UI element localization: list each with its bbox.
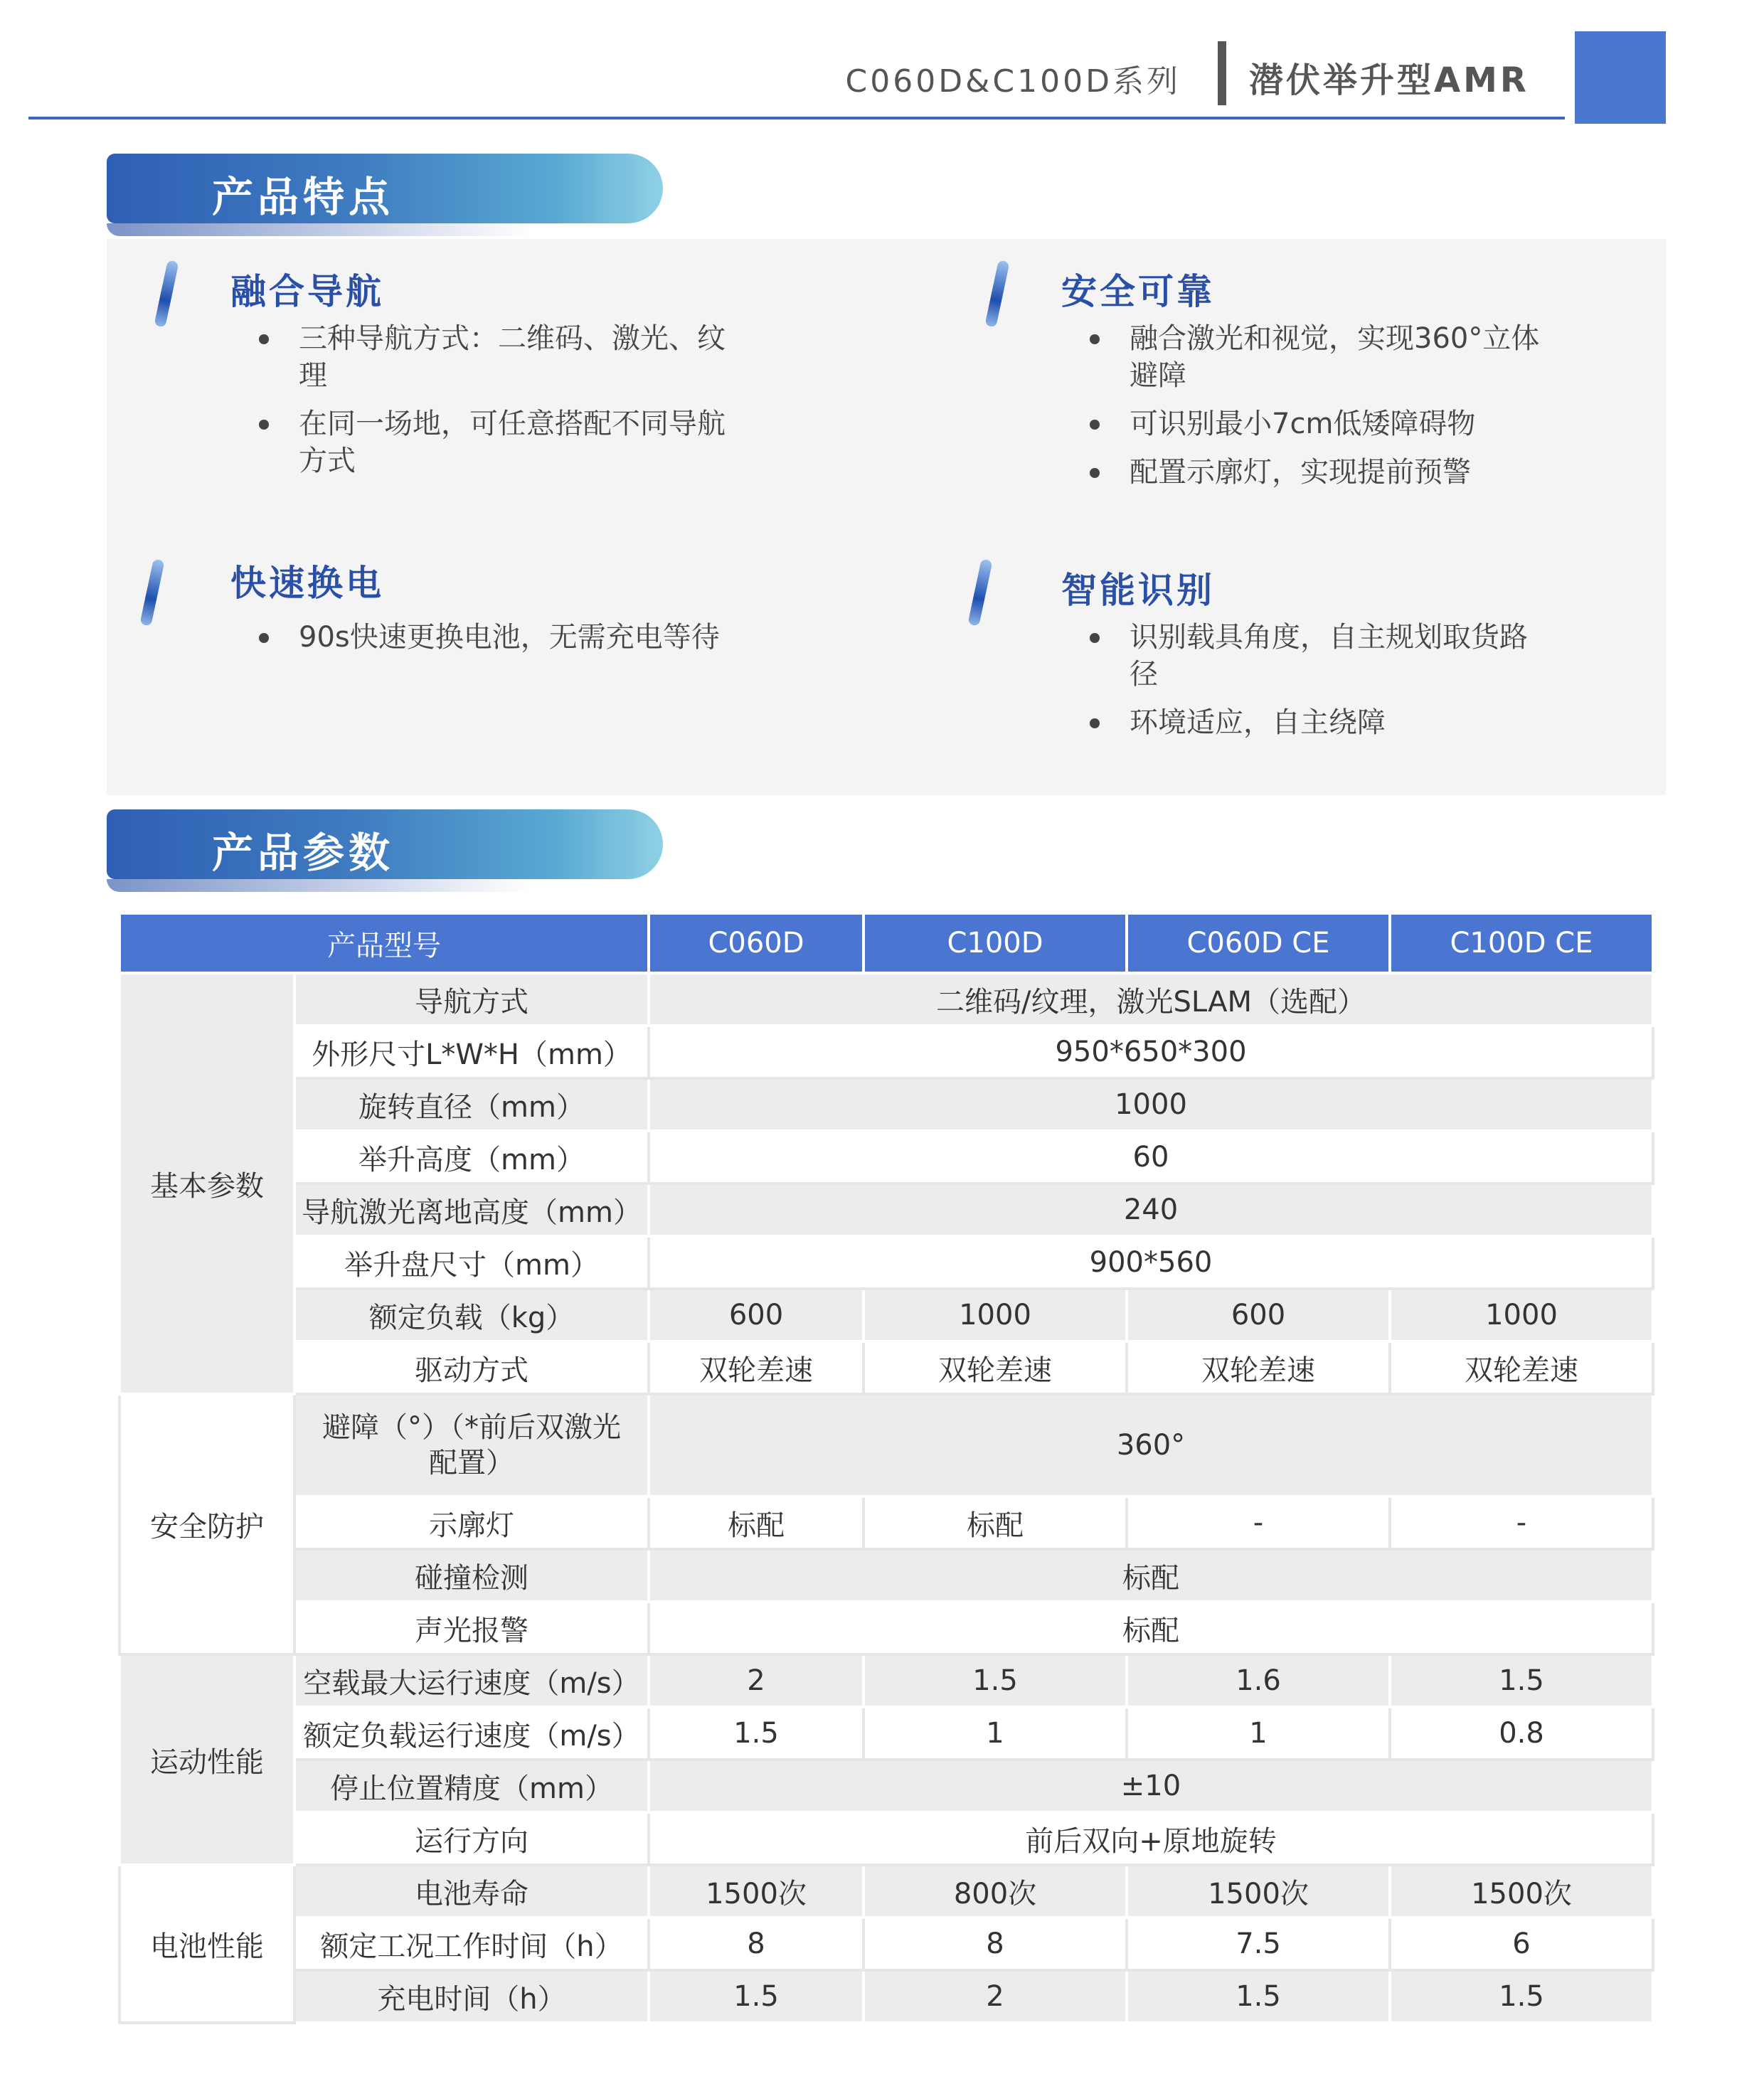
param-label: 空载最大运行速度（m/s） <box>294 1654 649 1707</box>
param-value: 1000 <box>864 1289 1127 1341</box>
param-value: 600 <box>649 1289 864 1341</box>
feature-bullet: 90s快速更换电池，无需充电等待 <box>259 619 828 656</box>
param-value: 0.8 <box>1390 1707 1653 1760</box>
feature-bullet: 环境适应，自主绕障 <box>1090 704 1545 741</box>
param-value: 二维码/纹理，激光SLAM（选配） <box>649 973 1653 1026</box>
param-label: 额定工况工作时间（h） <box>294 1918 649 1970</box>
header-divider <box>1218 41 1226 105</box>
param-value: 240 <box>649 1184 1653 1236</box>
feature-bullet-list <box>1090 619 1545 753</box>
param-label: 电池寿命 <box>294 1865 649 1918</box>
table-row <box>119 1184 1653 1236</box>
param-value: 6 <box>1390 1918 1653 1970</box>
param-value: 1.5 <box>1390 1654 1653 1707</box>
param-value: 双轮差速 <box>1127 1341 1390 1394</box>
feature-bullet: 融合激光和视觉，实现360°立体避障 <box>1090 320 1545 394</box>
feature-title: 智能识别 <box>1061 570 1215 611</box>
param-value: 双轮差速 <box>649 1341 864 1394</box>
param-value: 7.5 <box>1127 1918 1390 1970</box>
param-value: 1.5 <box>864 1654 1127 1707</box>
param-value: 双轮差速 <box>864 1341 1127 1394</box>
param-label: 声光报警 <box>294 1602 649 1654</box>
param-value: 1.5 <box>1127 1970 1390 2023</box>
param-label: 举升盘尺寸（mm） <box>294 1236 649 1289</box>
feature-bullet-list <box>259 619 828 667</box>
param-value: 600 <box>1127 1289 1390 1341</box>
param-label: 避障（°）（*前后双激光配置） <box>294 1394 649 1496</box>
param-value: 前后双向+原地旋转 <box>649 1812 1653 1865</box>
feature-bullet-list <box>1090 320 1545 502</box>
table-row <box>119 1394 1653 1496</box>
param-value: 800次 <box>864 1865 1127 1918</box>
param-value: 8 <box>864 1918 1127 1970</box>
param-value: 双轮差速 <box>1390 1341 1653 1394</box>
param-label: 碰撞检测 <box>294 1549 649 1602</box>
table-row <box>119 1918 1653 1970</box>
model-header-cell: C060D <box>649 913 864 973</box>
param-label: 额定负载（kg） <box>294 1289 649 1341</box>
feature-title: 融合导航 <box>230 271 384 312</box>
model-header-cell: C100D <box>864 913 1127 973</box>
param-label: 驱动方式 <box>294 1341 649 1394</box>
param-label: 充电时间（h） <box>294 1970 649 2023</box>
param-value: 标配 <box>864 1496 1127 1549</box>
params-banner <box>107 809 663 879</box>
param-label: 导航方式 <box>294 973 649 1026</box>
table-row <box>119 973 1653 1026</box>
feature-bullet: 在同一场地，可任意搭配不同导航方式 <box>259 405 743 479</box>
param-value: 1500次 <box>1390 1865 1653 1918</box>
table-row <box>119 1865 1653 1918</box>
table-row <box>119 1289 1653 1341</box>
param-label: 运行方向 <box>294 1812 649 1865</box>
param-value: 950*650*300 <box>649 1026 1653 1078</box>
table-row <box>119 1341 1653 1394</box>
param-value: 1500次 <box>649 1865 864 1918</box>
model-header-cell: C100D CE <box>1390 913 1653 973</box>
param-value: 2 <box>649 1654 864 1707</box>
param-label: 示廓灯 <box>294 1496 649 1549</box>
param-label: 举升高度（mm） <box>294 1131 649 1184</box>
param-value: 360° <box>649 1394 1653 1496</box>
table-row <box>119 1602 1653 1654</box>
param-value: 标配 <box>649 1496 864 1549</box>
param-value: 2 <box>864 1970 1127 2023</box>
table-row <box>119 1236 1653 1289</box>
param-value: 1.5 <box>649 1970 864 2023</box>
param-value: 标配 <box>649 1549 1653 1602</box>
feature-title: 安全可靠 <box>1061 271 1215 312</box>
param-value: 900*560 <box>649 1236 1653 1289</box>
table-row <box>119 1707 1653 1760</box>
features-banner <box>107 154 663 223</box>
param-label: 旋转直径（mm） <box>294 1078 649 1131</box>
spec-table <box>118 912 1654 2024</box>
header-rule <box>28 117 1565 119</box>
table-row <box>119 1970 1653 2023</box>
param-value: 1.5 <box>649 1707 864 1760</box>
header-title: 潜伏举升型AMR <box>1249 60 1529 100</box>
param-value: 1000 <box>1390 1289 1653 1341</box>
param-label: 额定负载运行速度（m/s） <box>294 1707 649 1760</box>
features-heading: 产品特点 <box>212 173 395 221</box>
param-value: ±10 <box>649 1760 1653 1812</box>
group-label-motion: 运动性能 <box>119 1654 294 1865</box>
table-row <box>119 1812 1653 1865</box>
param-value: - <box>1127 1496 1390 1549</box>
param-value: 1.5 <box>1390 1970 1653 2023</box>
header-series: C060D&C100D系列 <box>845 63 1181 100</box>
param-value: 8 <box>649 1918 864 1970</box>
group-label-basic: 基本参数 <box>119 973 294 1394</box>
param-value: 1000 <box>649 1078 1653 1131</box>
feature-bullet: 配置示廓灯，实现提前预警 <box>1090 454 1545 491</box>
param-value: 1 <box>1127 1707 1390 1760</box>
table-row <box>119 1078 1653 1131</box>
table-row <box>119 1760 1653 1812</box>
table-row <box>119 1654 1653 1707</box>
feature-title: 快速换电 <box>230 563 384 604</box>
feature-bullet: 可识别最小7cm低矮障碍物 <box>1090 405 1545 442</box>
feature-bullet: 三种导航方式：二维码、激光、纹理 <box>259 320 743 394</box>
table-row <box>119 1549 1653 1602</box>
param-label: 导航激光离地高度（mm） <box>294 1184 649 1236</box>
param-label: 外形尺寸L*W*H（mm） <box>294 1026 649 1078</box>
param-value: - <box>1390 1496 1653 1549</box>
param-value: 1500次 <box>1127 1865 1390 1918</box>
feature-bullet: 识别载具角度，自主规划取货路径 <box>1090 619 1545 693</box>
table-row <box>119 1026 1653 1078</box>
table-row <box>119 1131 1653 1184</box>
feature-bullet-list <box>259 320 743 491</box>
header-accent-block <box>1575 31 1666 124</box>
table-row <box>119 1496 1653 1549</box>
param-value: 60 <box>649 1131 1653 1184</box>
param-value: 标配 <box>649 1602 1653 1654</box>
spec-header-row <box>119 913 1653 973</box>
param-value: 1.6 <box>1127 1654 1390 1707</box>
params-heading: 产品参数 <box>212 829 395 877</box>
model-label-cell: 产品型号 <box>119 913 649 973</box>
model-header-cell: C060D CE <box>1127 913 1390 973</box>
group-label-safety: 安全防护 <box>119 1394 294 1654</box>
group-label-battery: 电池性能 <box>119 1865 294 2023</box>
param-label: 停止位置精度（mm） <box>294 1760 649 1812</box>
param-value: 1 <box>864 1707 1127 1760</box>
